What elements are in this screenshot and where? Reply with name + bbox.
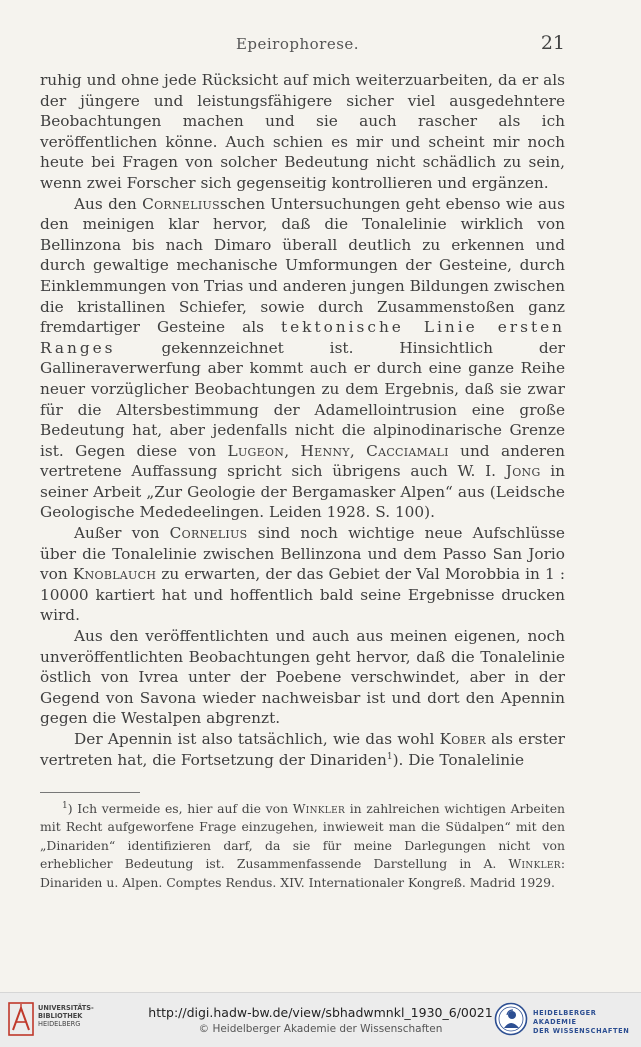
author-name: Cornelius [169,524,248,543]
academy-label [533,1009,641,1036]
text-run: in zahlreichen wichtigen Arbeiten mit Recht aufgeworfene Frage einzugehen, inwieweit man die Südalpen“ mit den „Dinariden“ identifizieren darf, da sie für meine Darlegungen nicht von erheblicher Bedeutung ist. Zusammenfassende Darstellung in A. [40,801,566,872]
text-run: , [349,441,367,460]
text-run: ) Ich vermeide es, hier auf die von [67,801,293,816]
author-name: Knoblauch [72,565,157,584]
text-run: sind noch wichtige neue Aufschlüsse über die Tonalelinie zwischen Bellinzona und dem Passo San Jorio von [40,524,565,584]
logo-line: HEIDELBERG [38,1020,81,1028]
text-run: gekennzeichnet ist. Hinsichtlich der Gallineraverwerfung aber kommt auch er durch eine ganze Reihe neuer vorzüglicher Beobachtungen zu dem Ergebnis, daß sie zwar für die Altersbestimmung der Adamellointrusion eine große Bedeutung hat, aber jedenfalls nicht die alpinodinarische Grenze ist. Gegen diese von [40,338,565,460]
copyright-notice: © Heidelberger Akademie der Wissenschaften [198,1023,443,1035]
author-name: Cornelius [142,194,220,213]
paragraph [40,523,565,626]
footnote-marker: 1 [386,751,393,762]
logo-line: DER WISSENSCHAFTEN [533,1027,630,1035]
paragraph [40,626,565,729]
text-run: zu erwarten, der das Gebiet der Val Morobbia in 1 : 10000 kartiert hat und hoffentlich bald seine Ergebnisse drucken wird. [40,565,565,625]
academy-seal-icon[interactable] [494,1001,528,1037]
author-name: Henny [300,441,350,460]
author-name: Kober [439,730,486,748]
running-head-title: Epeirophorese. [235,35,360,53]
footnote [40,800,565,892]
body-text [40,70,565,770]
text-run: Aus den veröffentlichten und auch aus meinen eigenen, noch unveröffentlichten Beobachtungen geht hervor, daß die Tonalelinie östlich von Ivrea unter der Poebene verschwindet, aber in der Gegend von Savona wieder nachweisbar ist und dort den Apennin gegen die Westalpen abgrenzt. [40,627,565,728]
text-run: ruhig und ohne jede Rücksicht auf mich weiterzuarbeiten, da er als der jüngere und leistungsfähigere sicher viel ausgedehntere Beobachtungen machen und sie auch rascher als ich veröffentlichen könne. Auch schien es mir und scheint mir noch heute bei Fragen von solcher Bedeutung nicht schädlich zu sein, wenn zwei Forscher sich gegenseitig kontrollieren und ergänzen. [40,71,565,192]
viewer-footer [0,992,641,1047]
text-run: Außer von [74,524,170,543]
author-name: Jong [505,462,541,481]
footnote-rule [40,792,140,793]
text-run: : Dinariden u. Alpen. Comptes Rendus. XIV. Internationaler Kongreß. Madrid 1929. [40,856,565,890]
logo-line: BIBLIOTHEK [38,1012,83,1020]
author-name: Winkler [292,801,346,816]
author-name: Lugeon [227,441,285,460]
text-run: Aus den [74,194,143,213]
paragraph [40,70,565,194]
logo-line: UNIVERSITÄTS- [38,1004,94,1012]
emphasized-text: tektonische Linie ersten Ranges [40,318,565,357]
text-run: in seiner Arbeit „Zur Geologie der Bergamasker Alpen“ aus (Leidsche Geologische Mededeelingen. Leiden 1928. S. 100). [40,462,566,522]
paragraph [40,194,565,524]
footnote-text [40,800,565,892]
text-run: schen Untersuchungen geht ebenso wie aus den meinigen klar hervor, daß die Tonalelinie wirklich von Bellinzona bis nach Dimaro überall deutlich zu erkennen und durch gewaltige mechanische Umformungen der Gesteine, durch Einklemmungen von Trias und anderen jungen Bildungen zwischen die kristallinen Schiefer, sowie durch Zusammenstoßen ganz fremdartiger Gesteine als [40,194,565,337]
text-run: , [284,441,301,460]
permalink-url[interactable]: http://digi.hadw-bw.de/view/sbhadwmnkl_1930_6/0021 [148,1005,493,1020]
author-name: Cacciamali [366,441,449,460]
text-run: und anderen vertretene Auffassung spricht sich übrigens auch W. I. [40,441,565,481]
text-run: ). Die Tonalelinie [392,750,525,769]
text-run: als erster vertreten hat, die Fortsetzung der Dinariden [40,730,565,769]
author-name: Winkler [508,856,561,872]
running-head [30,32,565,56]
page-number: 21 [540,32,565,54]
text-run: Der Apennin ist also tatsächlich, wie das wohl [74,730,440,748]
logo-line: HEIDELBERGER AKADEMIE [533,1009,597,1026]
paragraph [40,729,565,770]
footnote-marker: 1 [62,800,68,811]
